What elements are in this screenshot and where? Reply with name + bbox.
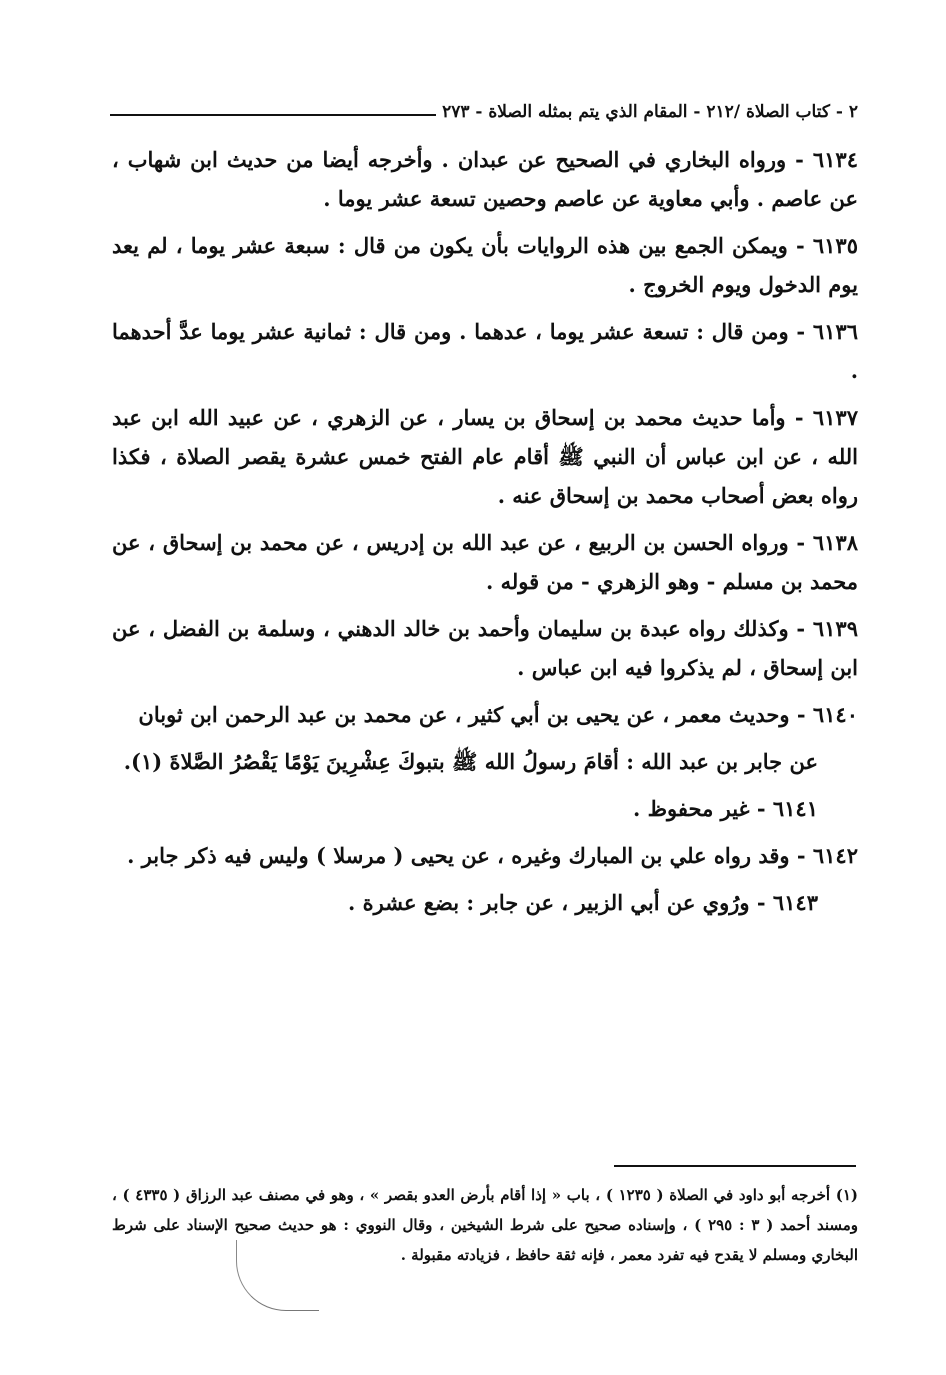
running-title: ٢ - كتاب الصلاة /٢١٢ - المقام الذي يتم بمثله الصلاة - ٢٧٣ xyxy=(442,102,858,122)
paragraph-6134: ٦١٣٤ - ورواه البخاري في الصحيح عن عبدان . وأخرجه أيضا من حديث ابن شهاب ، عن عاصم . وأبي معاوية عن عاصم وحصين تسعة عشر يوما . xyxy=(112,147,858,211)
footnote-divider xyxy=(614,1165,856,1167)
hadith-text: عن جابر بن عبد الله : أقامَ رسولُ الله ﷺ بتبوكَ عِشْرِينَ يَوْمًا يَقْصُرُ الصَّلاةَ (١). xyxy=(123,749,818,774)
paragraph-6136: ٦١٣٦ - ومن قال : تسعة عشر يوما ، عدهما . ومن قال : ثمانية عشر يوما عدَّ أحدهما . xyxy=(112,319,858,383)
header-rule xyxy=(110,114,436,116)
paragraph-6137: ٦١٣٧ - وأما حديث محمد بن إسحاق بن يسار ، عن الزهري ، عن عبيد الله ابن عبد الله ، عن ابن عباس أن النبي ﷺ أقام عام الفتح خمس عشرة يقصر الصلاة ، فكذا رواه بعض أصحاب محمد بن إسحاق عنه . xyxy=(112,405,858,508)
paragraph-6139: ٦١٣٩ - وكذلك رواه عبدة بن سليمان وأحمد بن خالد الدهني ، وسلمة بن الفضل ، عن ابن إسحاق ، لم يذكروا فيه ابن عباس . xyxy=(112,616,858,680)
main-text xyxy=(112,140,858,930)
paragraph-6141: ٦١٤١ - غير محفوظ . xyxy=(633,796,818,821)
page-header xyxy=(110,88,858,122)
paragraph-6138: ٦١٣٨ - ورواه الحسن بن الربيع ، عن عبد الله بن إدريس ، عن محمد بن إسحاق ، عن محمد بن مسلم - وهو الزهري - من قوله . xyxy=(112,530,858,594)
stamp-mark xyxy=(236,1240,319,1311)
paragraph-6142: ٦١٤٢ - وقد رواه علي بن المبارك وغيره ، عن يحيى ( مرسلا ) وليس فيه ذكر جابر . xyxy=(127,843,858,868)
paragraph-6135: ٦١٣٥ - ويمكن الجمع بين هذه الروايات بأن يكون من قال : سبعة عشر يوما ، لم يعد يوم الدخول ويوم الخروج . xyxy=(112,233,858,297)
paragraph-6140: ٦١٤٠ - وحديث معمر ، عن يحيى بن أبي كثير ، عن محمد بن عبد الرحمن ابن ثوبان xyxy=(138,702,858,727)
footnote: (١) أخرجه أبو داود في الصلاة ( ١٢٣٥ ) ، باب « إذا أقام بأرض العدو بقصر » ، وهو في مصنف عبد الرزاق ( ٤٣٣٥ ) ، ومسند أحمد ( ٣ : ٢٩٥ ) ، وإسناده صحيح على شرط الشيخين ، وقال النووي : هو حديث صحيح الإسناد على شرط البخاري ومسلم لا يقدح فيه تفرد معمر ، فإنه ثقة حافظ ، فزيادته مقبولة . xyxy=(112,1186,859,1264)
paragraph-6143: ٦١٤٣ - ورُوي عن أبي الزبير ، عن جابر : بضع عشرة . xyxy=(348,890,818,915)
